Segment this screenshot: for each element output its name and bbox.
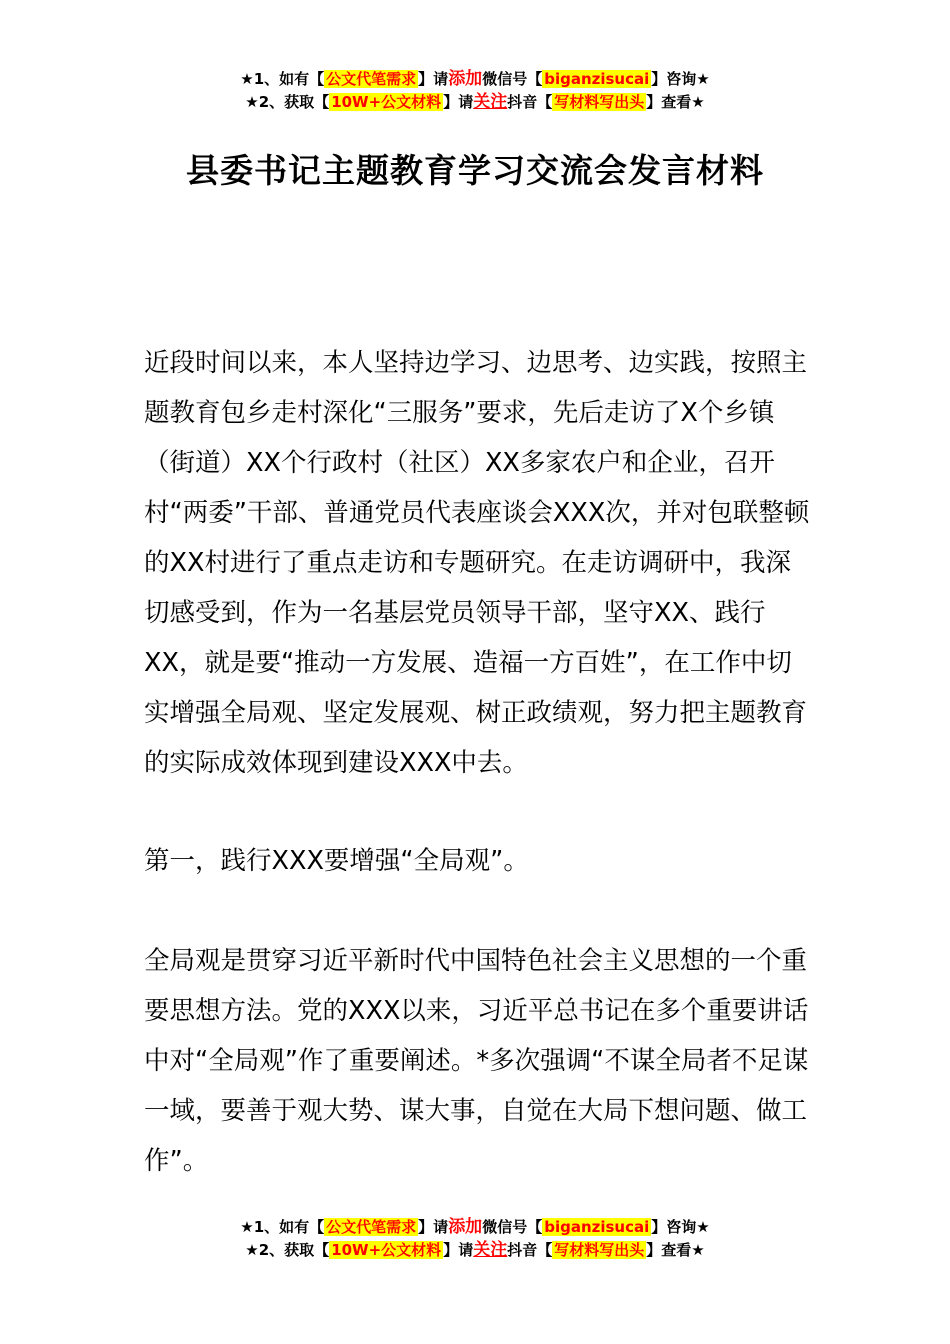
promo-line-1 [0, 68, 950, 91]
promo-text: 】请 [418, 1218, 449, 1236]
promo-text: 抖音【 [507, 93, 553, 111]
promo-highlight: 10W+公文材料 [331, 1241, 442, 1259]
promo-text: 】查看 [646, 1241, 692, 1259]
paragraph-text: 近段时间以来，本人坚持边学习、边思考、边实践，按照主题教育包乡走村深化“三服务”要求，先后走访了X个乡镇（街道）XX个行政村（社区）XX多家农户和企业，召开村“两委”干部、普通党员代表座谈会XXX次，并对包联整顿的XX村进行了重点走访和专题研究。在走访调研中，我深切感受到，作为一名基层党员领导干部，坚守XX、践行XX，就是要“推动一方发展、造福一方百姓”，在工作中切实增强全局观、坚定发展观、树正政绩观，努力把主题教育的实际成效体现到建设XXX中去。 [144, 348, 810, 778]
paragraph-text: 全局观是贯穿习近平新时代中国特色社会主义思想的一个重要思想方法。党的XXX以来，习近平总书记在多个重要讲话中对“全局观”作了重要阐述。*多次强调“不谋全局者不足谋一域，要善于观大势、谋大事，自觉在大局下想问题、做工作”。 [144, 946, 809, 1176]
section-heading [144, 836, 812, 886]
promo-highlight: 10W+公文材料 [331, 93, 442, 111]
promo-line-2 [0, 91, 950, 114]
star-icon: ★ [691, 1241, 705, 1259]
document-title: 县委书记主题教育学习交流会发言材料 [186, 151, 764, 190]
promo-highlight: 公文代笔需求 [326, 70, 417, 88]
star-icon: ★ [696, 1218, 710, 1236]
promo-text: 】请 [443, 93, 474, 111]
promo-header [0, 68, 950, 114]
star-icon: ★ [245, 93, 259, 111]
star-icon: ★ [240, 1218, 254, 1236]
promo-emphasis: 添加 [448, 69, 483, 89]
promo-text: 】咨询 [651, 1218, 697, 1236]
paragraph-body [144, 936, 812, 1186]
star-icon: ★ [696, 70, 710, 88]
promo-highlight: 写材料写出头 [554, 1241, 645, 1259]
promo-emphasis: 关注 [473, 1240, 508, 1260]
promo-line-1 [0, 1216, 950, 1239]
star-icon: ★ [240, 70, 254, 88]
paragraph-intro [144, 338, 812, 788]
promo-text: 】咨询 [651, 70, 697, 88]
promo-text: 】请 [443, 1241, 474, 1259]
promo-footer [0, 1216, 950, 1262]
star-icon: ★ [245, 1241, 259, 1259]
promo-wechat-id: biganzisucai [544, 70, 650, 88]
promo-text: 抖音【 [507, 1241, 553, 1259]
promo-highlight: 写材料写出头 [554, 93, 645, 111]
promo-wechat-id: biganzisucai [544, 1218, 650, 1236]
promo-text: 微信号【 [482, 1218, 543, 1236]
star-icon: ★ [691, 93, 705, 111]
heading-text: 第一，践行XXX要增强“全局观”。 [144, 846, 529, 876]
promo-text: 1、如有【 [253, 1218, 325, 1236]
promo-line-2 [0, 1239, 950, 1262]
promo-text: 2、获取【 [258, 1241, 330, 1259]
promo-text: 微信号【 [482, 70, 543, 88]
promo-highlight: 公文代笔需求 [326, 1218, 417, 1236]
promo-text: 2、获取【 [258, 93, 330, 111]
promo-text: 】请 [418, 70, 449, 88]
promo-text: 】查看 [646, 93, 692, 111]
promo-text: 1、如有【 [253, 70, 325, 88]
promo-emphasis: 关注 [473, 92, 508, 112]
promo-emphasis: 添加 [448, 1217, 483, 1237]
